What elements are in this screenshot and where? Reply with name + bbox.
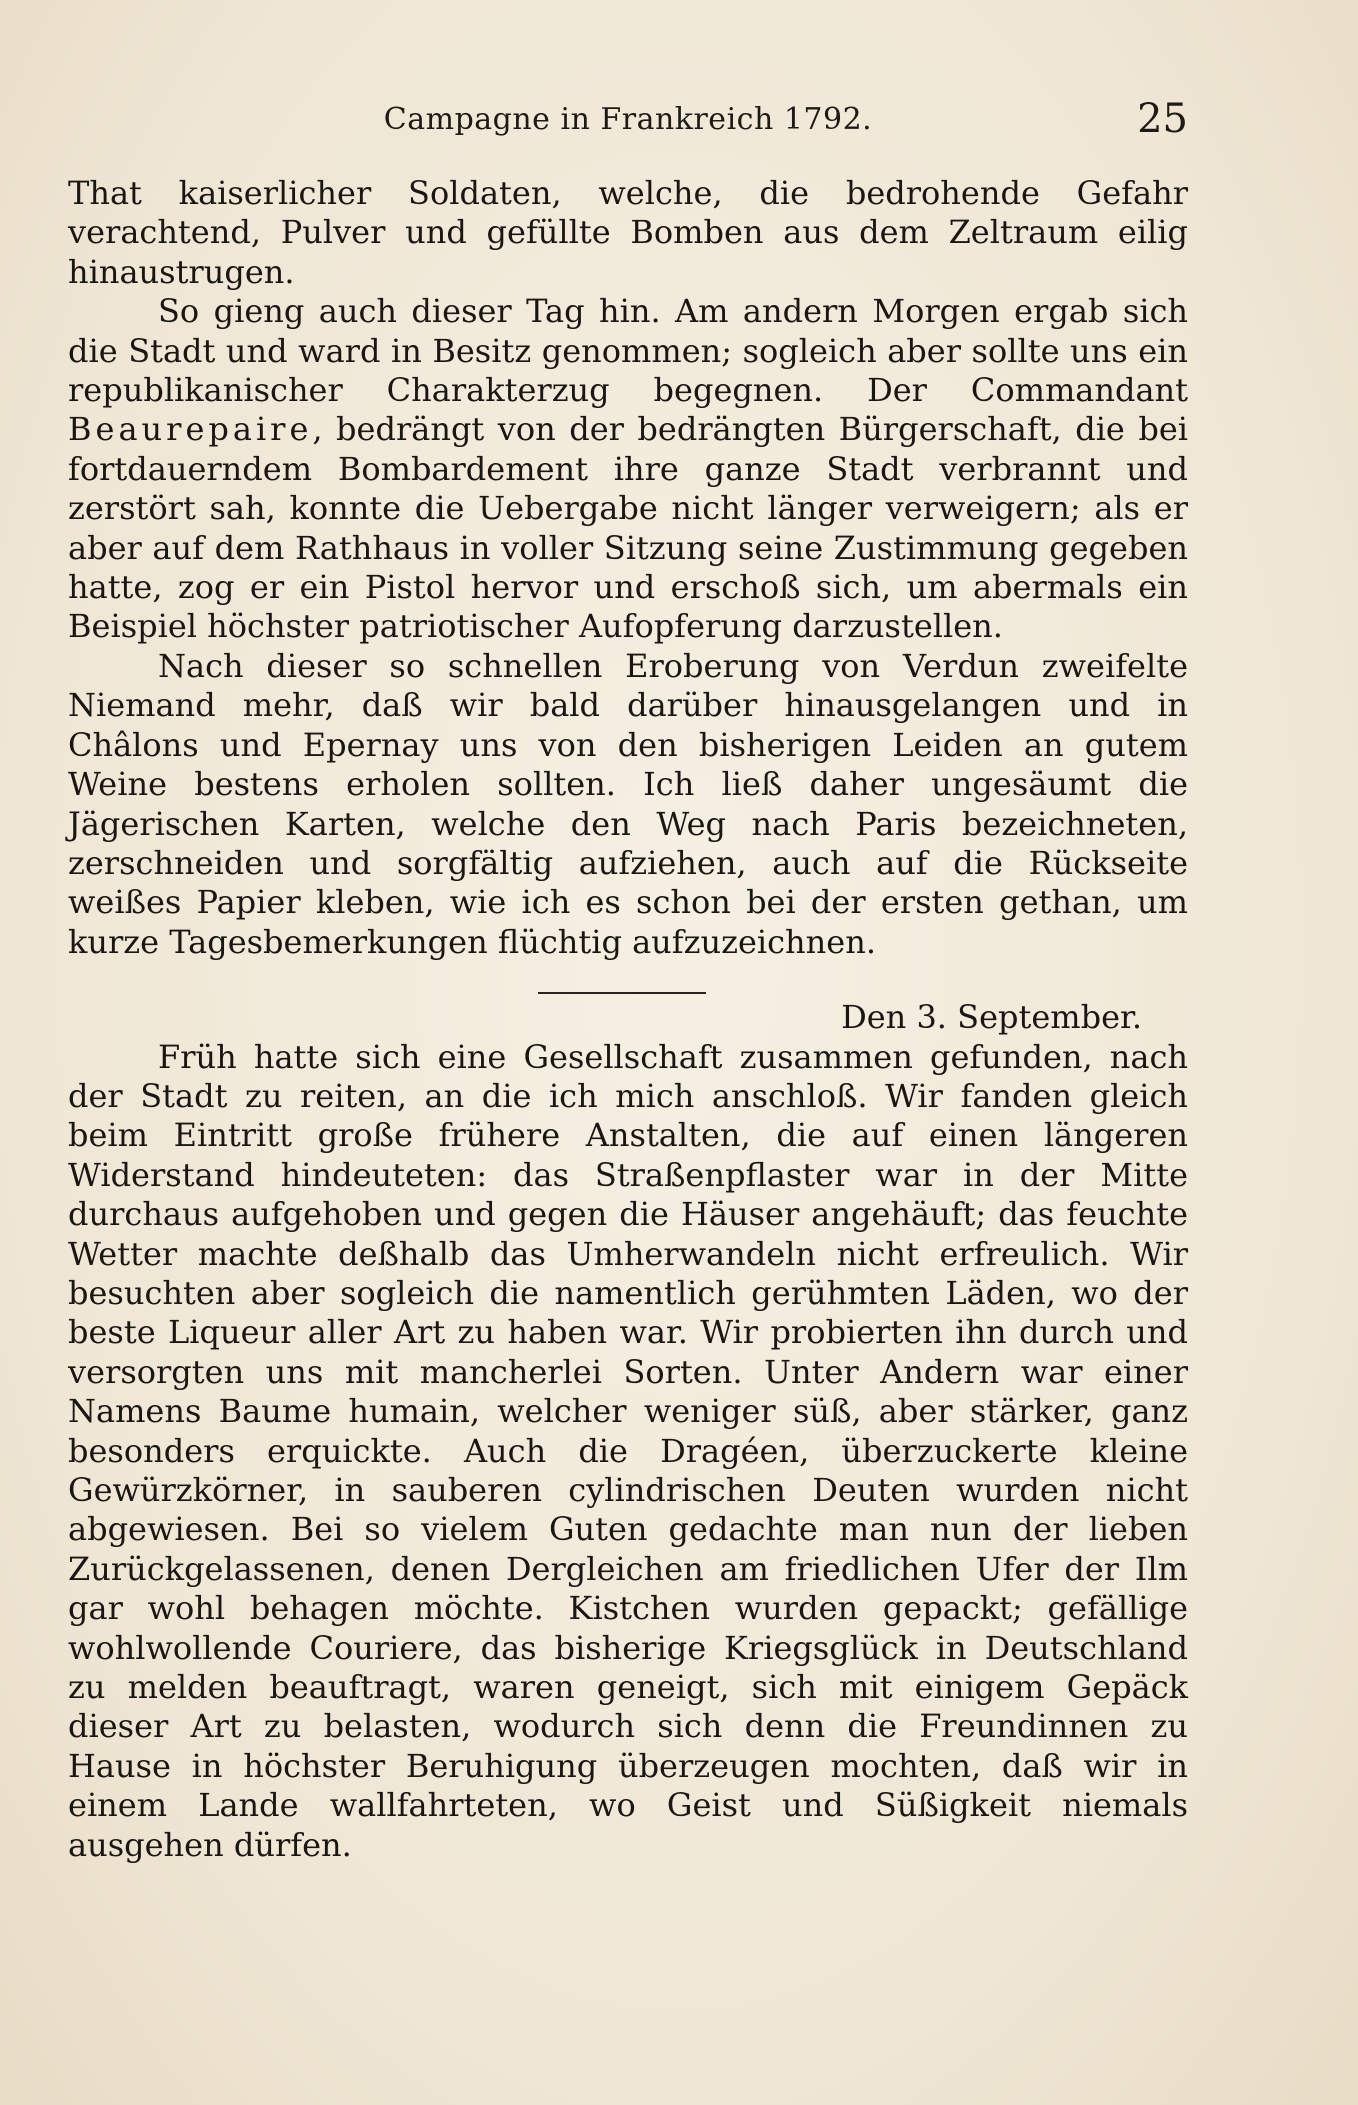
paragraph-2-rest: , bedrängt von der bedrängten Bürgerschaft, die bei fortdauerndem Bombardement ihre ganze Stadt verbrannt und zerstört sah, konnte die Uebergabe nicht länger verweigern; als er aber auf dem Rathhaus in voller Sitzung seine Zustimmung gegeben hatte, zog er ein Pistol hervor und erschoß sich, um abermals ein Beispiel höchster patriotischer Aufopferung darzustellen. <box>68 410 1188 646</box>
paragraph-4-lead: Früh hatte sich eine Gesellschaft zusammen gefunden, nach der Stadt zu reiten, an die ich mich anschloß. Wir fanden gleich beim Eintritt große frühere Anstalten, die auf einen längeren Widerstand hindeuteten: das Straßenpflaster war in der Mitte durchaus aufgehoben und gegen die Häuser angehäuft; das feuchte Wetter machte deßhalb das Umherwandeln nicht erfreulich. Wir besuchten aber sogleich die namentlich gerühmten Läden, wo der beste Liqueur aller Art zu haben war. Wir probierten ihn durch und versorgten uns mit mancherlei Sorten. Unter Andern war einer Namens <box>68 1037 1188 1431</box>
paragraph-2 <box>68 292 1188 647</box>
section-date: Den 3. September. <box>841 998 1142 1037</box>
commandant-name: Beaurepaire <box>68 410 313 449</box>
page-header <box>68 96 1188 146</box>
page-number: 25 <box>1137 96 1188 142</box>
liqueur-name: Baume humain <box>218 1392 470 1431</box>
running-title: Campagne in Frankreich 1792. <box>383 102 873 137</box>
section-divider <box>538 992 706 994</box>
paragraph-3: Nach dieser so schnellen Eroberung von Verdun zweifelte Niemand mehr, daß wir bald darüber hinausgelangen und in Châlons und Epernay uns von den bisherigen Leiden an gutem Weine bestens erholen sollten. Ich ließ daher ungesäumt die Jägerischen Karten, welche den Weg nach Paris bezeichneten, zerschneiden und sorgfältig aufziehen, auch auf die Rückseite weißes Papier kleben, wie ich es schon bei der ersten gethan, um kurze Tagesbemerkungen flüchtig aufzuzeichnen. <box>68 646 1188 961</box>
paragraph-1: That kaiserlicher Soldaten, welche, die bedrohende Gefahr verachtend, Pulver und gefüllte Bomben aus dem Zeltraum eilig hinaustrugen. <box>68 174 1188 291</box>
paragraph-4 <box>68 1038 1188 1866</box>
body-text <box>68 174 1188 1865</box>
paragraph-2-lead: So gieng auch dieser Tag hin. Am andern Morgen ergab sich die Stadt und ward in Besitz genommen; sogleich aber sollte uns ein republikanischer Charakterzug begegnen. Der Commandant <box>68 292 1188 410</box>
paragraph-4-rest: , welcher weniger süß, aber stärker, ganz besonders erquickte. Auch die Dragéen, überzuckerte kleine Gewürzkörner, in sauberen cylindrischen Deuten wurden nicht abgewiesen. Bei so vielem Guten gedachte man nun der lieben Zurückgelassenen, denen Dergleichen am friedlichen Ufer der Ilm gar wohl behagen möchte. Kistchen wurden gepackt; gefällige wohlwollende Couriere, das bisherige Kriegsglück in Deutschland zu melden beauftragt, waren geneigt, sich mit einigem Gepäck dieser Art zu belasten, wodurch sich denn die Freundinnen zu Hause in höchster Beruhigung überzeugen mochten, daß wir in einem Lande wallfahrteten, wo Geist und Süßigkeit niemals ausgehen dürfen. <box>68 1392 1189 1864</box>
